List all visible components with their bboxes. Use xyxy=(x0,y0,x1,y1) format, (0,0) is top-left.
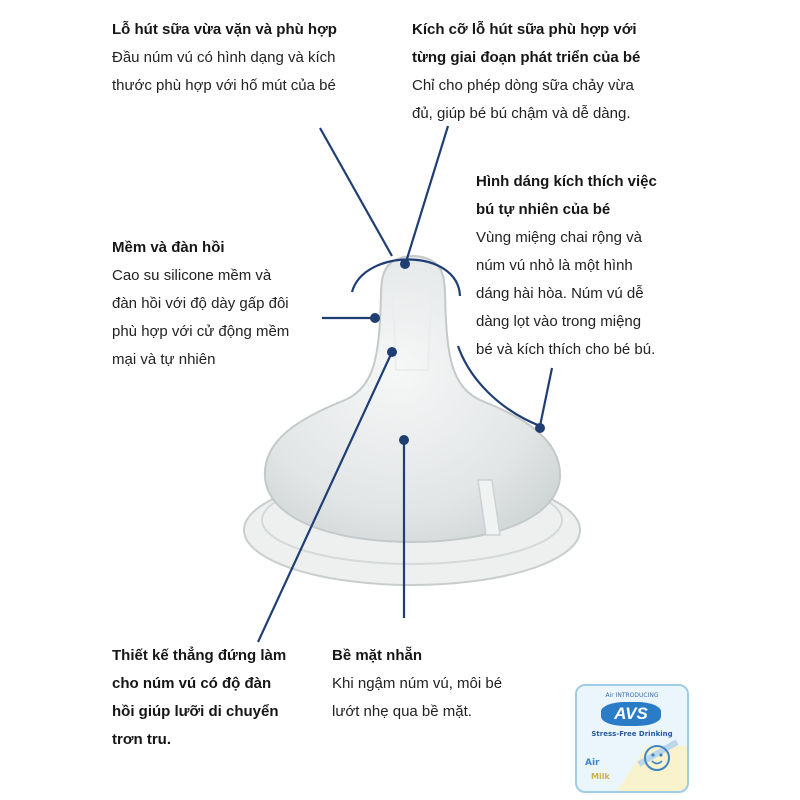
callout-title: Bề mặt nhẵn xyxy=(332,647,423,664)
callout-title: Mềm và đàn hồi xyxy=(112,239,225,256)
callout-latch-hole xyxy=(112,16,392,100)
callout-soft-elastic xyxy=(112,234,342,374)
badge-caption: Stress-Free Drinking xyxy=(591,730,673,738)
callout-title: Kích cỡ lỗ hút sữa phù hợp với từng giai đoạn phát triển của bé xyxy=(412,21,641,66)
callout-title: Lỗ hút sữa vừa vặn và phù hợp xyxy=(112,21,337,38)
callout-smooth-surface xyxy=(332,642,552,726)
callout-body: Khi ngậm núm vú, môi bé lướt nhẹ qua bề mặt. xyxy=(332,675,503,720)
callout-body: Vùng miệng chai rộng và núm vú nhỏ là một hình dáng hài hòa. Núm vú dễ dàng lọt vào trong miệng bé và kích thích cho bé bú. xyxy=(476,229,656,358)
leader-dot-bottom xyxy=(399,435,409,445)
avs-badge xyxy=(575,684,689,793)
leader-dot-inner xyxy=(387,347,397,357)
badge-milk-label: Milk xyxy=(591,772,610,781)
avs-logo: AVS xyxy=(601,702,661,726)
callout-hole-size xyxy=(412,16,712,128)
badge-top-text: Air INTRODUCING xyxy=(605,692,659,699)
leader-dot-tip xyxy=(400,259,410,269)
callout-body: Đầu núm vú có hình dạng và kích thước phù hợp với hố mút của bé xyxy=(112,49,336,94)
callout-body: Chỉ cho phép dòng sữa chảy vừa đủ, giúp bé bú chậm và dễ dàng. xyxy=(412,77,634,122)
callout-body: Cao su silicone mềm và đàn hồi với độ dày gấp đôi phù hợp với cử động mềm mại và tự nhiên xyxy=(112,267,290,368)
callout-natural-shape xyxy=(476,168,706,364)
leader-dot-left xyxy=(370,313,380,323)
leader-dot-right xyxy=(535,423,545,433)
badge-air-label: Air xyxy=(585,758,600,768)
callout-title: Hình dáng kích thích việc bú tự nhiên của bé xyxy=(476,173,657,218)
leader-line-top-right xyxy=(406,126,448,262)
callout-title: Thiết kế thẳng đứng làm cho núm vú có độ đàn hồi giúp lưỡi di chuyển trơn tru. xyxy=(112,647,287,748)
callout-vertical-design xyxy=(112,642,342,754)
